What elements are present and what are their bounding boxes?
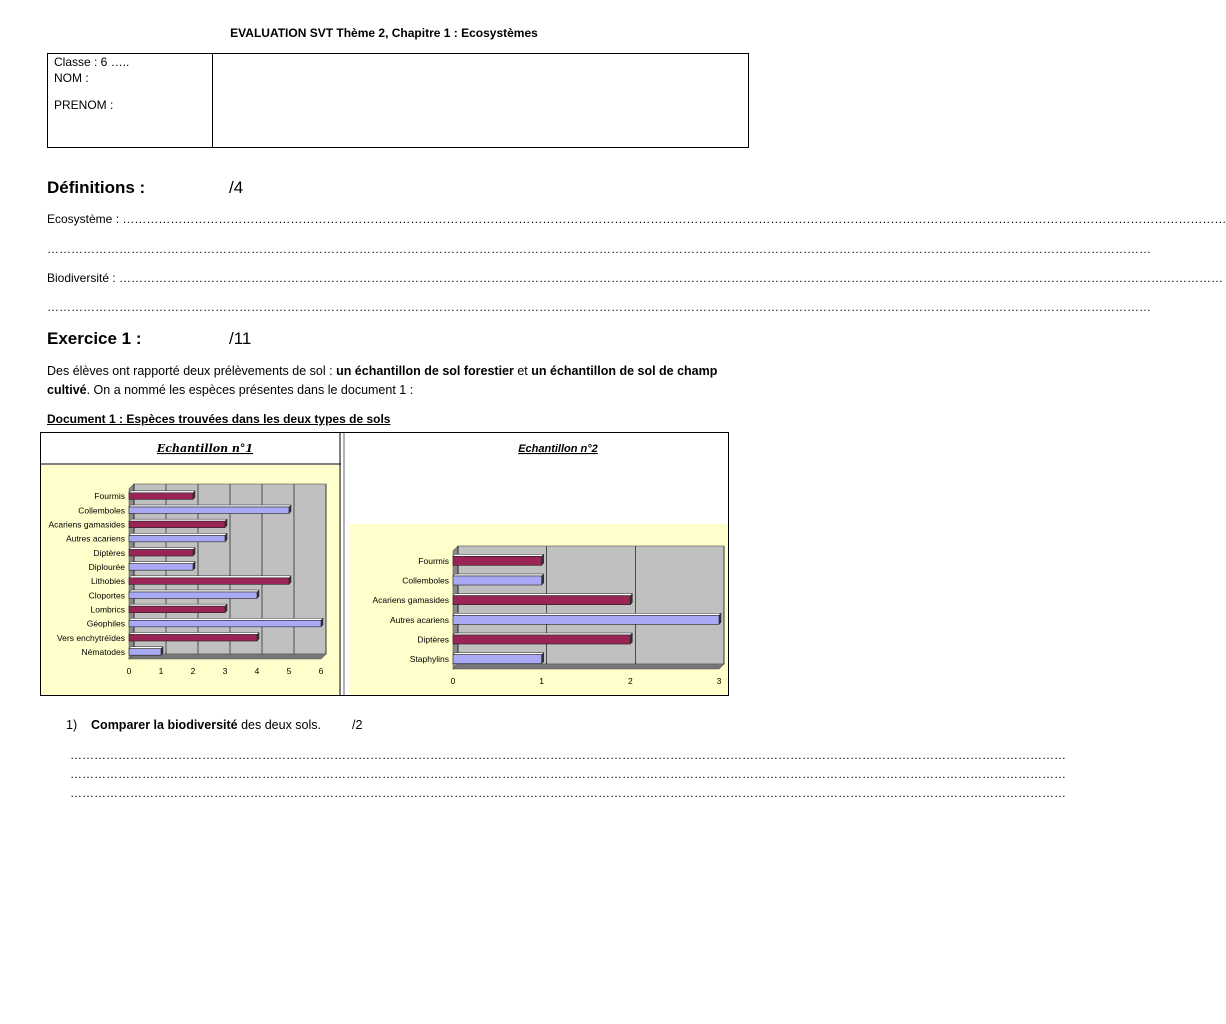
chart1-tick-label: 4 xyxy=(254,666,260,676)
chart2-category-label: Autres acariens xyxy=(389,614,449,625)
intro-bold-1: un échantillon de sol forestier xyxy=(336,364,514,378)
chart1-tick-label: 0 xyxy=(126,666,132,676)
chart1-category-label: Autres acariens xyxy=(65,533,125,544)
chart2-title: Echantillon n°2 xyxy=(518,443,598,455)
chart1-category-label: Nématodes xyxy=(81,646,125,657)
chart2-bar-staphylins xyxy=(453,653,544,664)
chart1-category-label: Lombrics xyxy=(90,604,125,615)
chart2-tick-label: 3 xyxy=(716,676,722,686)
chart1-bar-acariens-gamasides xyxy=(129,519,227,528)
student-id-box xyxy=(47,53,749,148)
chart1-category-label: Diptères xyxy=(93,547,125,558)
biodiversite-line xyxy=(47,271,1224,285)
chart1-category-label: Cloportes xyxy=(88,590,125,601)
ecosysteme-dots: …………………………………………………………………………………………………………………………………………………………………………………………………………………………………………………… xyxy=(122,212,1226,226)
chart2-category-label: Diptères xyxy=(417,634,449,645)
classe-label: Classe : 6 ….. xyxy=(54,55,130,69)
chart1-bar-collemboles xyxy=(129,505,291,514)
chart2-category-label: Staphylins xyxy=(409,654,449,665)
prenom-label: PRENOM : xyxy=(54,98,114,112)
ecosysteme-label: Ecosystème : xyxy=(47,212,120,226)
exercice1-heading: Exercice 1 : xyxy=(47,329,142,348)
chart2-category-label: Collemboles xyxy=(402,575,449,586)
chart1-category-label: Lithobies xyxy=(90,576,125,587)
chart2-tick-label: 1 xyxy=(539,676,545,686)
question1-score: /2 xyxy=(351,718,363,732)
intro-part-2: et xyxy=(513,364,532,378)
document1-box xyxy=(40,432,729,696)
chart1-bar-autres-acariens xyxy=(129,533,227,542)
chart1-bar-cloportes xyxy=(129,590,259,599)
chart1-category-label: Diplourée xyxy=(88,561,125,572)
answer-line-1: …………………………………………………………………………………………………………………………………………………………………………………………………………………………… xyxy=(70,748,1066,762)
biodiversite-answer-line: …………………………………………………………………………………………………………………………………………………………………………………………………………………………………………………… xyxy=(47,300,1151,314)
chart2-bar-collemboles xyxy=(453,574,544,585)
ecosysteme-answer-line: …………………………………………………………………………………………………………………………………………………………………………………………………………………………………………………… xyxy=(47,242,1151,256)
chart2-bar-acariens-gamasides xyxy=(453,594,632,605)
chart2-category-label: Acariens gamasides xyxy=(372,595,449,606)
chart1-category-label: Acariens gamasides xyxy=(48,519,125,530)
definitions-score: /4 xyxy=(229,178,244,197)
chart1-bar-lombrics xyxy=(129,604,227,613)
chart1-plot xyxy=(48,484,326,676)
chart2-bar-fourmis xyxy=(453,554,544,565)
chart1-bar-vers-enchytreides xyxy=(129,632,259,641)
chart1-bar-dipteres xyxy=(129,547,195,556)
exercice1-score: /11 xyxy=(229,329,252,348)
chart1-tick-label: 1 xyxy=(158,666,164,676)
intro-bold-2: un échantillon de sol de champ cultivé xyxy=(47,364,718,397)
intro-part-3: . On a nommé les espèces présentes dans le document 1 : xyxy=(86,383,414,397)
chart2-bar-dipteres xyxy=(453,633,632,644)
id-box-divider xyxy=(212,54,213,147)
answer-line-3: …………………………………………………………………………………………………………………………………………………………………………………………………………………………… xyxy=(70,786,1066,800)
chart2-category-label: Fourmis xyxy=(418,555,449,566)
exercice1-intro xyxy=(47,362,727,400)
chart1-title: Echantillon n°1 xyxy=(156,442,254,455)
chart1-bar-fourmis xyxy=(129,491,195,500)
question1-text: des deux sols. xyxy=(237,718,321,732)
chart1-tick-label: 3 xyxy=(222,666,228,676)
question1-bold: Comparer la biodiversité xyxy=(91,718,238,732)
chart1-bar-lithobies xyxy=(129,576,291,585)
document1-title: Document 1 : Espèces trouvées dans les deux types de sols xyxy=(47,412,391,426)
answer-line-2: …………………………………………………………………………………………………………………………………………………………………………………………………………………………… xyxy=(70,767,1066,781)
biodiversite-label: Biodiversité : xyxy=(47,271,116,285)
chart2-tick-label: 0 xyxy=(450,676,456,686)
biodiversite-dots: …………………………………………………………………………………………………………………………………………………………………………………………………………………………………………………… xyxy=(119,271,1224,285)
chart2-tick-label: 2 xyxy=(627,676,633,686)
intro-part-1: Des élèves ont rapporté deux prélèvements de sol : xyxy=(47,364,337,378)
chart1-category-label: Vers enchytréïdes xyxy=(56,632,125,643)
chart1-category-label: Collemboles xyxy=(78,505,125,516)
chart1-tick-label: 2 xyxy=(190,666,196,676)
chart1-category-label: Géophiles xyxy=(86,618,125,629)
chart1-bar-diplouree xyxy=(129,562,195,571)
chart2-floor xyxy=(453,664,724,669)
chart1-tick-label: 5 xyxy=(286,666,292,676)
chart2-bar-autres-acariens xyxy=(453,613,721,624)
document1-charts xyxy=(41,433,728,695)
chart1-bar-nematodes xyxy=(129,647,163,656)
definitions-heading: Définitions : xyxy=(47,178,146,197)
ecosysteme-line xyxy=(47,212,1226,226)
question1 xyxy=(66,718,362,732)
chart1-bar-geophiles xyxy=(129,618,323,627)
question1-number: 1) xyxy=(66,718,78,732)
nom-label: NOM : xyxy=(54,71,89,85)
chart1-category-label: Fourmis xyxy=(94,491,125,502)
page-title: EVALUATION SVT Thème 2, Chapitre 1 : Ecosystèmes xyxy=(230,26,538,40)
chart1-tick-label: 6 xyxy=(318,666,324,676)
